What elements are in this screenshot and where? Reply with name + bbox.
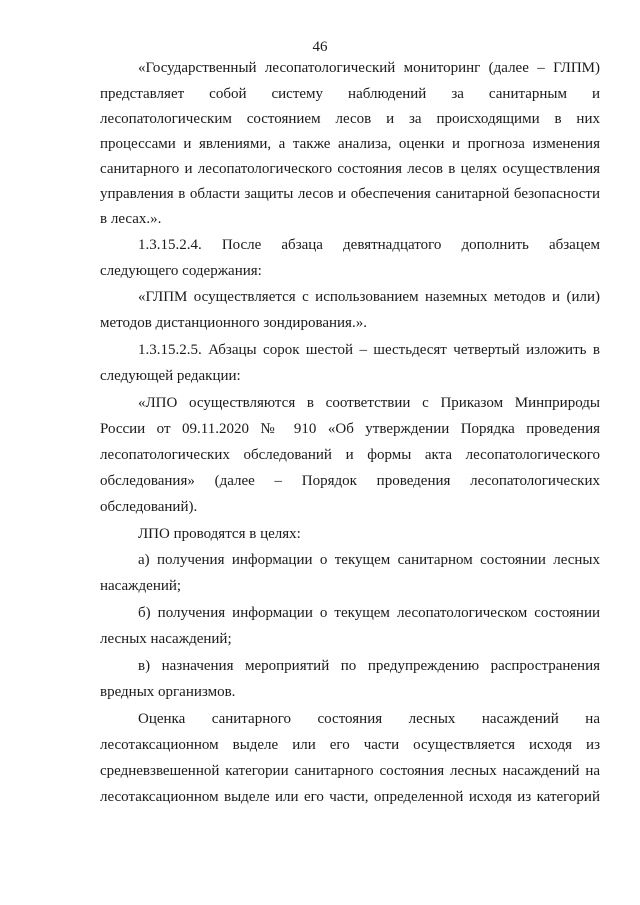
text-line: представляет собой систему наблюдений за санитарным и — [100, 86, 600, 102]
text-line: 1.3.15.2.4. После абзаца девятнадцатого дополнить абзацем — [138, 237, 600, 253]
text-line: 1.3.15.2.5. Абзацы сорок шестой – шестьдесят четвертый изложить в — [138, 342, 600, 358]
text-line: России от 09.11.2020 № 910 «Об утверждении Порядка проведения — [100, 421, 600, 437]
text-line: лесных насаждений; — [100, 631, 232, 647]
text-line: обследований). — [100, 499, 198, 515]
text-line: «Государственный лесопатологический мониторинг (далее – ГЛПМ) — [138, 60, 600, 76]
text-line: лесопатологических обследований и формы акта лесопатологического — [100, 447, 600, 463]
text-line: процессами и явлениями, а также анализа, оценки и прогноза изменения — [100, 136, 600, 152]
text-line: вредных организмов. — [100, 684, 236, 700]
text-line: лесотаксационном выделе или его части, определенной исходя из категорий — [100, 789, 600, 805]
text-line: в) назначения мероприятий по предупреждению распространения — [138, 658, 600, 674]
page-number: 46 — [312, 39, 328, 55]
text-line: лесотаксационном выделе или его части осуществляется исходя из — [100, 737, 600, 753]
text-line: методов дистанционного зондирования.». — [100, 315, 367, 331]
text-line: лесопатологическим состоянием лесов и за происходящими в них — [100, 111, 600, 127]
text-line: обследования» (далее – Порядок проведения лесопатологических — [100, 473, 600, 489]
text-line: Оценка санитарного состояния лесных насаждений на — [138, 711, 600, 727]
text-line: б) получения информации о текущем лесопатологическом состоянии — [138, 605, 600, 621]
text-line: управления в области защиты лесов и обеспечения санитарной безопасности — [100, 186, 600, 202]
text-line: «ЛПО осуществляются в соответствии с Приказом Минприроды — [138, 395, 600, 411]
text-line: следующей редакции: — [100, 368, 241, 384]
text-line: в лесах.». — [100, 211, 162, 227]
text-line: «ГЛПМ осуществляется с использованием наземных методов и (или) — [138, 289, 600, 305]
text-line: санитарного и лесопатологического состояния лесов в целях осуществления — [100, 161, 600, 177]
text-line: ЛПО проводятся в целях: — [138, 526, 301, 542]
text-line: а) получения информации о текущем санитарном состоянии лесных — [138, 552, 600, 568]
text-line: насаждений; — [100, 578, 182, 594]
text-line: средневзвешенной категории санитарного состояния лесных насаждений на — [100, 763, 600, 779]
text-line: следующего содержания: — [100, 263, 262, 279]
